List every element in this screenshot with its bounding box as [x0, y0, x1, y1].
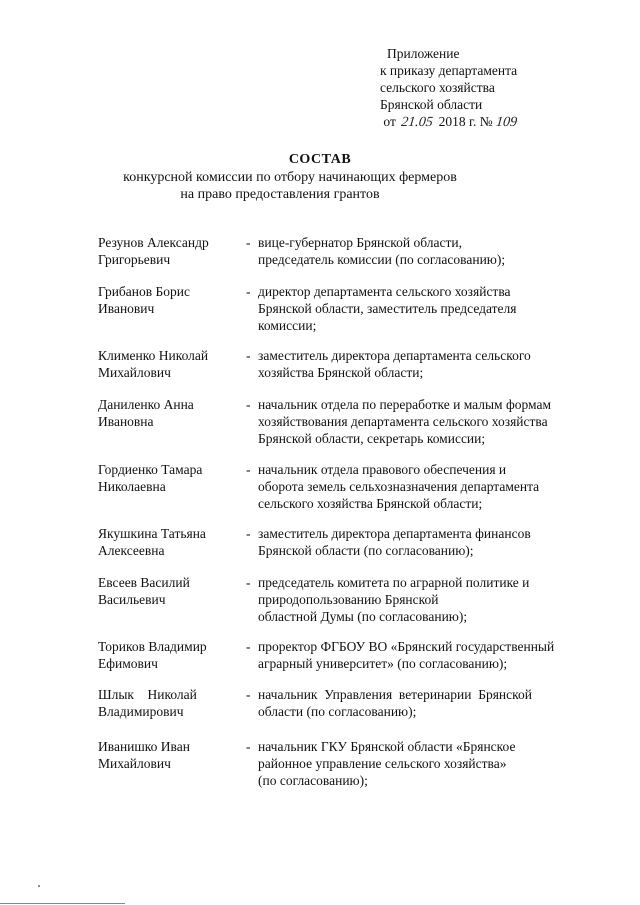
annex-region: Брянской области — [380, 97, 483, 112]
annex-order-ref: к приказу департамента — [380, 63, 518, 78]
member-position: вице-губернатор Брянской области, председатель комиссии (по согласованию); — [258, 235, 506, 267]
annex-header — [380, 45, 532, 131]
dash-separator: - — [246, 526, 251, 541]
member-position: заместитель директора департамента сельского хозяйства Брянской области; — [258, 348, 531, 380]
dash-separator: - — [246, 397, 251, 412]
dash-separator: - — [246, 462, 251, 477]
member-name: Гордиенко Тамара Николаевна — [98, 462, 203, 494]
member-name: Ториков Владимир Ефимович — [98, 639, 207, 671]
member-position: начальник ГКУ Брянской области «Брянское районное управление сельского хозяйства» (по согласованию); — [258, 739, 516, 788]
date-year: 2018 г. № — [438, 114, 493, 129]
member-name: Якушкина Татьяна Алексеевна — [98, 526, 206, 558]
dash-separator: - — [246, 687, 251, 702]
member-name: Клименко Николай Михайлович — [98, 348, 209, 380]
dash-separator: - — [246, 348, 251, 363]
member-name: Шлык Николай Владимирович — [98, 687, 197, 719]
member-name: Даниленко Анна Ивановна — [98, 397, 194, 429]
member-name: Резунов Александр Григорьевич — [98, 235, 209, 267]
document-subtitle-1: конкурсной комиссии по отбору начинающих фермеров — [123, 170, 457, 185]
document-title: СОСТАВ — [288, 152, 352, 167]
dash-separator: - — [246, 235, 251, 250]
date-prefix: от — [383, 114, 396, 129]
member-position: заместитель директора департамента финансов Брянской области (по согласованию); — [258, 526, 531, 558]
handwritten-date: 21.05 — [400, 115, 434, 130]
member-position: проректор ФГБОУ ВО «Брянский государственный аграрный университет» (по согласованию); — [258, 639, 555, 671]
member-name: Евсеев Василий Васильевич — [98, 575, 190, 607]
handwritten-number: 109 — [495, 115, 518, 130]
member-position: начальник отдела правового обеспечения и оборота земель сельхозназначения департамента сельского хозяйства Брянской области; — [258, 462, 540, 511]
dash-separator: - — [246, 739, 251, 754]
annex-department: сельского хозяйства — [380, 80, 495, 95]
annex-title: Приложение — [387, 46, 460, 61]
dash-separator: - — [246, 575, 251, 590]
member-name: Грибанов Борис Иванович — [98, 284, 190, 316]
dash-separator: - — [246, 284, 251, 299]
document-subtitle-2: на право предоставления грантов — [180, 187, 380, 202]
member-position: директор департамента сельского хозяйства Брянской области, заместитель председателя комиссии; — [258, 284, 517, 333]
dash-separator: - — [246, 639, 251, 654]
footer-rule — [0, 903, 125, 904]
member-position: начальник Управления ветеринарии Брянской области (по согласованию); — [258, 687, 532, 719]
scan-speck — [38, 885, 40, 887]
member-position: председатель комитета по аграрной политике и природопользованию Брянской областной Думы (по согласованию); — [258, 575, 530, 624]
annex-date-line — [380, 113, 532, 131]
member-name: Иванишко Иван Михайлович — [98, 739, 190, 771]
member-position: начальник отдела по переработке и малым формам хозяйствования департамента сельского хозяйства Брянской области, секретарь комиссии; — [258, 397, 552, 446]
